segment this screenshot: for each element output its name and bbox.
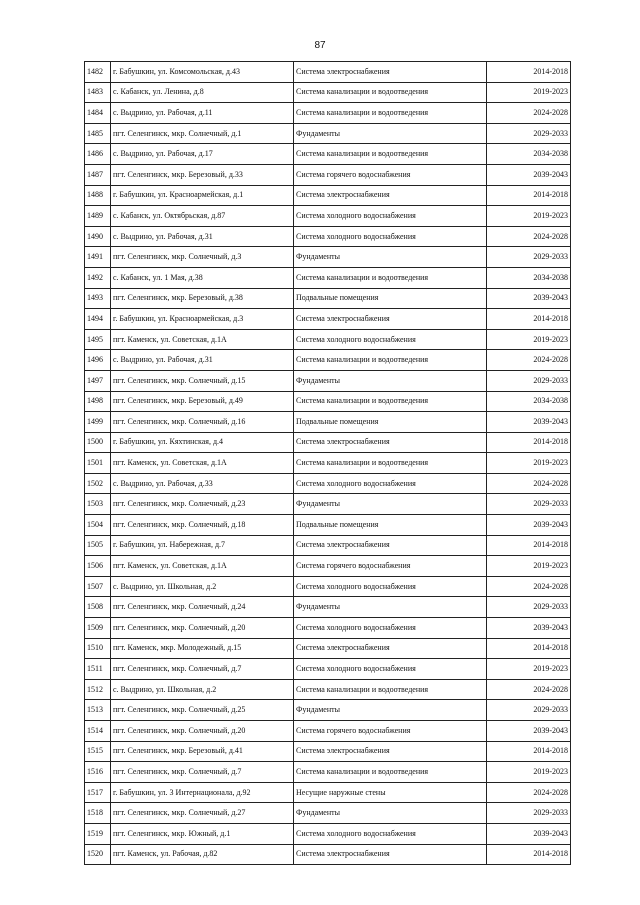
address-cell: пгт. Селенгинск, мкр. Солнечный, д.1	[111, 123, 294, 144]
address-cell: пгт. Каменск, ул. Рабочая, д.82	[111, 844, 294, 865]
period-cell: 2029-2033	[487, 494, 571, 515]
table-row	[85, 288, 571, 309]
table-row	[85, 576, 571, 597]
address-cell: с. Кабанск, ул. Октябрьская, д.87	[111, 206, 294, 227]
row-number-cell: 1519	[85, 823, 111, 844]
row-number-cell: 1516	[85, 762, 111, 783]
period-cell: 2014-2018	[487, 185, 571, 206]
period-cell: 2039-2043	[487, 721, 571, 742]
row-number-cell: 1506	[85, 556, 111, 577]
row-number-cell: 1484	[85, 103, 111, 124]
period-cell: 2039-2043	[487, 412, 571, 433]
system-cell: Система холодного водоснабжения	[294, 206, 487, 227]
table-row	[85, 164, 571, 185]
address-cell: пгт. Селенгинск, мкр. Солнечный, д.18	[111, 515, 294, 536]
period-cell: 2014-2018	[487, 309, 571, 330]
table-row	[85, 432, 571, 453]
system-cell: Система холодного водоснабжения	[294, 823, 487, 844]
system-cell: Система электроснабжения	[294, 309, 487, 330]
address-cell: пгт. Селенгинск, мкр. Березовый, д.41	[111, 741, 294, 762]
system-cell: Система канализации и водоотведения	[294, 350, 487, 371]
period-cell: 2024-2028	[487, 782, 571, 803]
system-cell: Система горячего водоснабжения	[294, 721, 487, 742]
row-number-cell: 1497	[85, 370, 111, 391]
system-cell: Система электроснабжения	[294, 62, 487, 83]
table-row	[85, 700, 571, 721]
address-cell: г. Бабушкин, ул. Кяхтинская, д.4	[111, 432, 294, 453]
system-cell: Фундаменты	[294, 247, 487, 268]
system-cell: Система электроснабжения	[294, 844, 487, 865]
row-number-cell: 1508	[85, 597, 111, 618]
system-cell: Система горячего водоснабжения	[294, 164, 487, 185]
row-number-cell: 1504	[85, 515, 111, 536]
address-cell: с. Кабанск, ул. 1 Мая, д.38	[111, 267, 294, 288]
row-number-cell: 1500	[85, 432, 111, 453]
period-cell: 2014-2018	[487, 535, 571, 556]
table-row	[85, 844, 571, 865]
system-cell: Система канализации и водоотведения	[294, 144, 487, 165]
system-cell: Система канализации и водоотведения	[294, 391, 487, 412]
table-row	[85, 123, 571, 144]
table-row	[85, 515, 571, 536]
address-cell: пгт. Каменск, ул. Советская, д.1А	[111, 556, 294, 577]
row-number-cell: 1510	[85, 638, 111, 659]
address-cell: пгт. Селенгинск, мкр. Солнечный, д.27	[111, 803, 294, 824]
system-cell: Фундаменты	[294, 370, 487, 391]
table-row	[85, 618, 571, 639]
table-row	[85, 823, 571, 844]
system-cell: Система горячего водоснабжения	[294, 556, 487, 577]
address-cell: пгт. Селенгинск, мкр. Березовый, д.49	[111, 391, 294, 412]
system-cell: Подвальные помещения	[294, 412, 487, 433]
system-cell: Система канализации и водоотведения	[294, 453, 487, 474]
repair-schedule-table	[84, 61, 571, 865]
row-number-cell: 1494	[85, 309, 111, 330]
row-number-cell: 1511	[85, 659, 111, 680]
system-cell: Несущие наружные стены	[294, 782, 487, 803]
table-row	[85, 267, 571, 288]
address-cell: с. Кабанск, ул. Ленина, д.8	[111, 82, 294, 103]
address-cell: пгт. Селенгинск, мкр. Солнечный, д.25	[111, 700, 294, 721]
address-cell: с. Выдрино, ул. Рабочая, д.31	[111, 350, 294, 371]
period-cell: 2024-2028	[487, 576, 571, 597]
row-number-cell: 1499	[85, 412, 111, 433]
period-cell: 2029-2033	[487, 247, 571, 268]
table-row	[85, 309, 571, 330]
table-row	[85, 803, 571, 824]
system-cell: Система холодного водоснабжения	[294, 576, 487, 597]
row-number-cell: 1501	[85, 453, 111, 474]
system-cell: Система канализации и водоотведения	[294, 103, 487, 124]
address-cell: пгт. Селенгинск, мкр. Солнечный, д.15	[111, 370, 294, 391]
period-cell: 2029-2033	[487, 803, 571, 824]
table-row	[85, 226, 571, 247]
period-cell: 2019-2023	[487, 206, 571, 227]
period-cell: 2024-2028	[487, 350, 571, 371]
table-row	[85, 494, 571, 515]
row-number-cell: 1487	[85, 164, 111, 185]
table-row	[85, 762, 571, 783]
address-cell: пгт. Селенгинск, мкр. Березовый, д.33	[111, 164, 294, 185]
table-row	[85, 412, 571, 433]
page-number: 87	[314, 40, 326, 51]
table-row	[85, 329, 571, 350]
system-cell: Система электроснабжения	[294, 741, 487, 762]
table-row	[85, 473, 571, 494]
address-cell: г. Бабушкин, ул. Красноармейская, д.1	[111, 185, 294, 206]
table-row	[85, 62, 571, 83]
period-cell: 2014-2018	[487, 741, 571, 762]
table-row	[85, 370, 571, 391]
address-cell: с. Выдрино, ул. Школьная, д.2	[111, 576, 294, 597]
address-cell: пгт. Каменск, мкр. Молодежный, д.15	[111, 638, 294, 659]
period-cell: 2024-2028	[487, 226, 571, 247]
row-number-cell: 1483	[85, 82, 111, 103]
period-cell: 2024-2028	[487, 473, 571, 494]
address-cell: с. Выдрино, ул. Рабочая, д.31	[111, 226, 294, 247]
period-cell: 2019-2023	[487, 762, 571, 783]
system-cell: Фундаменты	[294, 700, 487, 721]
table-row	[85, 144, 571, 165]
period-cell: 2039-2043	[487, 164, 571, 185]
system-cell: Фундаменты	[294, 597, 487, 618]
period-cell: 2034-2038	[487, 144, 571, 165]
row-number-cell: 1482	[85, 62, 111, 83]
row-number-cell: 1490	[85, 226, 111, 247]
row-number-cell: 1491	[85, 247, 111, 268]
period-cell: 2019-2023	[487, 659, 571, 680]
row-number-cell: 1492	[85, 267, 111, 288]
period-cell: 2029-2033	[487, 597, 571, 618]
address-cell: пгт. Каменск, ул. Советская, д.1А	[111, 329, 294, 350]
table-row	[85, 103, 571, 124]
row-number-cell: 1515	[85, 741, 111, 762]
period-cell: 2024-2028	[487, 679, 571, 700]
address-cell: пгт. Каменск, ул. Советская, д.1А	[111, 453, 294, 474]
table-row	[85, 391, 571, 412]
row-number-cell: 1520	[85, 844, 111, 865]
table-row	[85, 82, 571, 103]
system-cell: Фундаменты	[294, 803, 487, 824]
address-cell: пгт. Селенгинск, мкр. Солнечный, д.20	[111, 618, 294, 639]
address-cell: г. Бабушкин, ул. 3 Интернационала, д.92	[111, 782, 294, 803]
row-number-cell: 1486	[85, 144, 111, 165]
period-cell: 2034-2038	[487, 267, 571, 288]
system-cell: Фундаменты	[294, 123, 487, 144]
period-cell: 2029-2033	[487, 123, 571, 144]
period-cell: 2014-2018	[487, 844, 571, 865]
row-number-cell: 1485	[85, 123, 111, 144]
system-cell: Система холодного водоснабжения	[294, 659, 487, 680]
address-cell: пгт. Селенгинск, мкр. Березовый, д.38	[111, 288, 294, 309]
period-cell: 2024-2028	[487, 103, 571, 124]
address-cell: пгт. Селенгинск, мкр. Южный, д.1	[111, 823, 294, 844]
address-cell: пгт. Селенгинск, мкр. Солнечный, д.23	[111, 494, 294, 515]
address-cell: пгт. Селенгинск, мкр. Солнечный, д.20	[111, 721, 294, 742]
table-row	[85, 206, 571, 227]
table-row	[85, 659, 571, 680]
system-cell: Система холодного водоснабжения	[294, 226, 487, 247]
period-cell: 2039-2043	[487, 618, 571, 639]
period-cell: 2029-2033	[487, 700, 571, 721]
table-row	[85, 638, 571, 659]
period-cell: 2014-2018	[487, 62, 571, 83]
row-number-cell: 1503	[85, 494, 111, 515]
system-cell: Система холодного водоснабжения	[294, 329, 487, 350]
period-cell: 2014-2018	[487, 432, 571, 453]
table-row	[85, 350, 571, 371]
row-number-cell: 1517	[85, 782, 111, 803]
address-cell: пгт. Селенгинск, мкр. Солнечный, д.24	[111, 597, 294, 618]
table-row	[85, 453, 571, 474]
table-row	[85, 556, 571, 577]
system-cell: Система электроснабжения	[294, 535, 487, 556]
row-number-cell: 1502	[85, 473, 111, 494]
address-cell: пгт. Селенгинск, мкр. Солнечный, д.7	[111, 659, 294, 680]
address-cell: пгт. Селенгинск, мкр. Солнечный, д.16	[111, 412, 294, 433]
period-cell: 2019-2023	[487, 453, 571, 474]
address-cell: с. Выдрино, ул. Школьная, д.2	[111, 679, 294, 700]
row-number-cell: 1505	[85, 535, 111, 556]
address-cell: пгт. Селенгинск, мкр. Солнечный, д.3	[111, 247, 294, 268]
system-cell: Подвальные помещения	[294, 515, 487, 536]
period-cell: 2039-2043	[487, 515, 571, 536]
table-row	[85, 782, 571, 803]
row-number-cell: 1489	[85, 206, 111, 227]
row-number-cell: 1509	[85, 618, 111, 639]
row-number-cell: 1518	[85, 803, 111, 824]
row-number-cell: 1495	[85, 329, 111, 350]
system-cell: Система электроснабжения	[294, 432, 487, 453]
system-cell: Система канализации и водоотведения	[294, 679, 487, 700]
address-cell: пгт. Селенгинск, мкр. Солнечный, д.7	[111, 762, 294, 783]
address-cell: с. Выдрино, ул. Рабочая, д.33	[111, 473, 294, 494]
period-cell: 2014-2018	[487, 638, 571, 659]
period-cell: 2019-2023	[487, 82, 571, 103]
row-number-cell: 1513	[85, 700, 111, 721]
period-cell: 2029-2033	[487, 370, 571, 391]
address-cell: г. Бабушкин, ул. Набережная, д.7	[111, 535, 294, 556]
period-cell: 2039-2043	[487, 823, 571, 844]
table-row	[85, 597, 571, 618]
system-cell: Система электроснабжения	[294, 185, 487, 206]
table-row	[85, 741, 571, 762]
system-cell: Система канализации и водоотведения	[294, 82, 487, 103]
table-row	[85, 247, 571, 268]
table-row	[85, 679, 571, 700]
table-row	[85, 535, 571, 556]
period-cell: 2039-2043	[487, 288, 571, 309]
row-number-cell: 1498	[85, 391, 111, 412]
address-cell: с. Выдрино, ул. Рабочая, д.17	[111, 144, 294, 165]
row-number-cell: 1493	[85, 288, 111, 309]
system-cell: Система холодного водоснабжения	[294, 473, 487, 494]
row-number-cell: 1512	[85, 679, 111, 700]
address-cell: г. Бабушкин, ул. Красноармейская, д.3	[111, 309, 294, 330]
system-cell: Система канализации и водоотведения	[294, 762, 487, 783]
period-cell: 2019-2023	[487, 329, 571, 350]
system-cell: Фундаменты	[294, 494, 487, 515]
row-number-cell: 1496	[85, 350, 111, 371]
system-cell: Система канализации и водоотведения	[294, 267, 487, 288]
table-row	[85, 185, 571, 206]
table-body	[85, 62, 571, 865]
row-number-cell: 1507	[85, 576, 111, 597]
system-cell: Система холодного водоснабжения	[294, 618, 487, 639]
period-cell: 2034-2038	[487, 391, 571, 412]
row-number-cell: 1488	[85, 185, 111, 206]
address-cell: с. Выдрино, ул. Рабочая, д.11	[111, 103, 294, 124]
system-cell: Система электроснабжения	[294, 638, 487, 659]
address-cell: г. Бабушкин, ул. Комсомольская, д.43	[111, 62, 294, 83]
system-cell: Подвальные помещения	[294, 288, 487, 309]
period-cell: 2019-2023	[487, 556, 571, 577]
table-row	[85, 721, 571, 742]
row-number-cell: 1514	[85, 721, 111, 742]
